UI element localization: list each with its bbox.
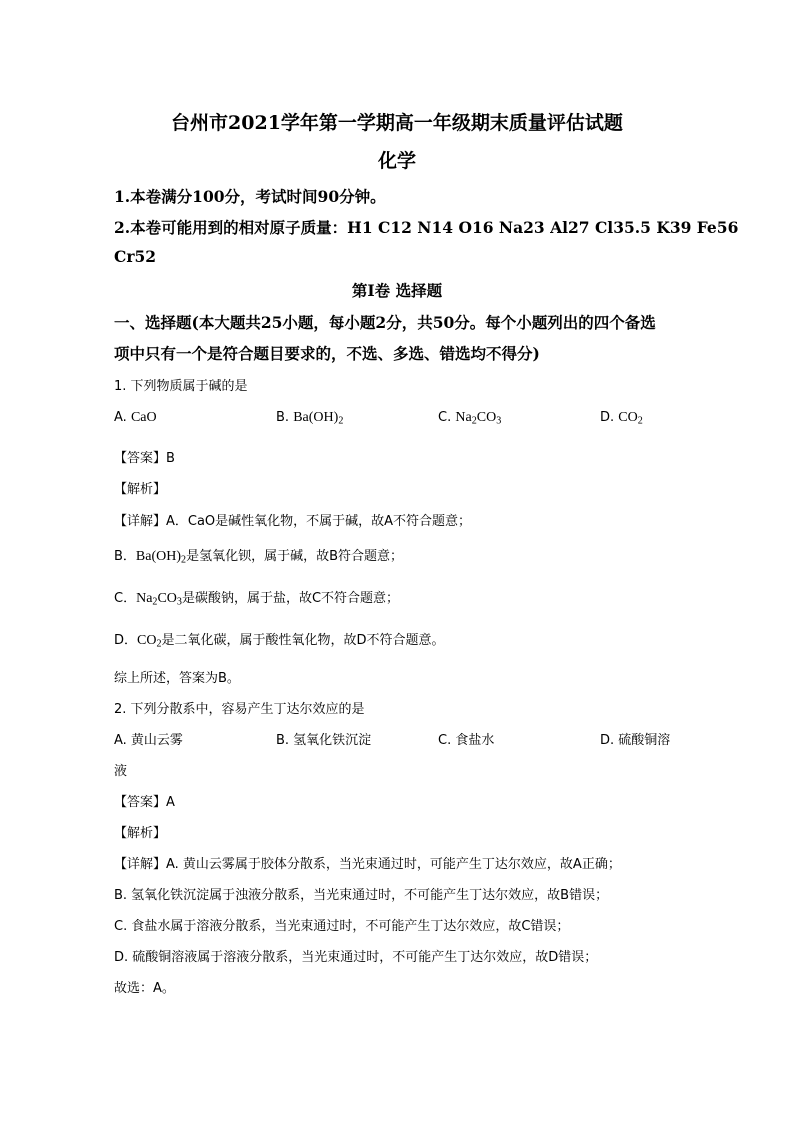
- q1-stem: 1. 下列物质属于碱的是: [114, 379, 248, 394]
- q1-option-d: D. $CO_2$: [600, 410, 643, 427]
- note-2: 2.本卷可能用到的相对原子质量：H1 C12 N14 O16 Na23 Al27 Cl35.5 K39 Fe56: [114, 218, 739, 237]
- q2-answer: 【答案】A: [114, 795, 175, 810]
- q2-analysis-label: 【解析】: [114, 826, 167, 841]
- section-intro-line-1: 一、选择题(本大题共25小题，每小题2分，共50分。每个小题列出的四个备选: [114, 313, 656, 332]
- note-1: 1.本卷满分100分，考试时间90分钟。: [114, 187, 386, 206]
- q2-option-a: A. 黄山云雾: [114, 733, 183, 748]
- q1-option-c: C. $Na_2CO_3$: [438, 410, 502, 427]
- section-intro-line-2: 项中只有一个是符合题目要求的，不选、多选、错选均不得分): [114, 344, 540, 363]
- q2-detail-d: D. 硫酸铜溶液属于溶液分散系，当光束通过时，不可能产生丁达尔效应，故D错误；: [114, 950, 598, 965]
- q1-analysis-label: 【解析】: [114, 482, 167, 497]
- q2-conclusion: 故选：A。: [114, 981, 175, 996]
- q2-detail-a: 【详解】A. 黄山云雾属于胶体分散系，当光束通过时，可能产生丁达尔效应，故A正确；: [114, 857, 621, 872]
- q1-detail-d: D．$CO_2$是二氧化碳，属于酸性氧化物，故D不符合题意。: [114, 633, 445, 650]
- q2-option-d-continued: 液: [114, 764, 128, 779]
- q2-stem: 2. 下列分散系中，容易产生丁达尔效应的是: [114, 702, 365, 717]
- q2-option-b: B. 氢氧化铁沉淀: [276, 733, 372, 748]
- q1-option-a: A. CaO: [114, 410, 157, 425]
- exam-title: 台州市2021学年第一学期高一年级期末质量评估试题: [171, 112, 623, 134]
- q1-summary: 综上所述，答案为B。: [114, 671, 240, 686]
- q2-option-c: C. 食盐水: [438, 733, 495, 748]
- q1-option-b: B. $Ba(OH)_2$: [276, 410, 344, 427]
- subject-title: 化学: [377, 150, 416, 172]
- q1-detail-a: 【详解】A．CaO是碱性氧化物，不属于碱，故A不符合题意；: [114, 514, 472, 529]
- q2-option-d: D. 硫酸铜溶: [600, 733, 671, 748]
- q2-detail-b: B. 氢氧化铁沉淀属于浊液分散系，当光束通过时，不可能产生丁达尔效应，故B错误；: [114, 888, 609, 903]
- note-2-continued: Cr52: [114, 247, 157, 266]
- q1-answer: 【答案】B: [114, 451, 175, 466]
- q1-detail-c: C．$Na_2CO_3$是碳酸钠，属于盐，故C不符合题意；: [114, 591, 400, 608]
- section-heading: 第I卷 选择题: [351, 281, 443, 300]
- q2-detail-c: C. 食盐水属于溶液分散系，当光束通过时，不可能产生丁达尔效应，故C错误；: [114, 919, 570, 934]
- q1-detail-b: B．$Ba(OH)_2$是氢氧化钡，属于碱，故B符合题意；: [114, 549, 403, 566]
